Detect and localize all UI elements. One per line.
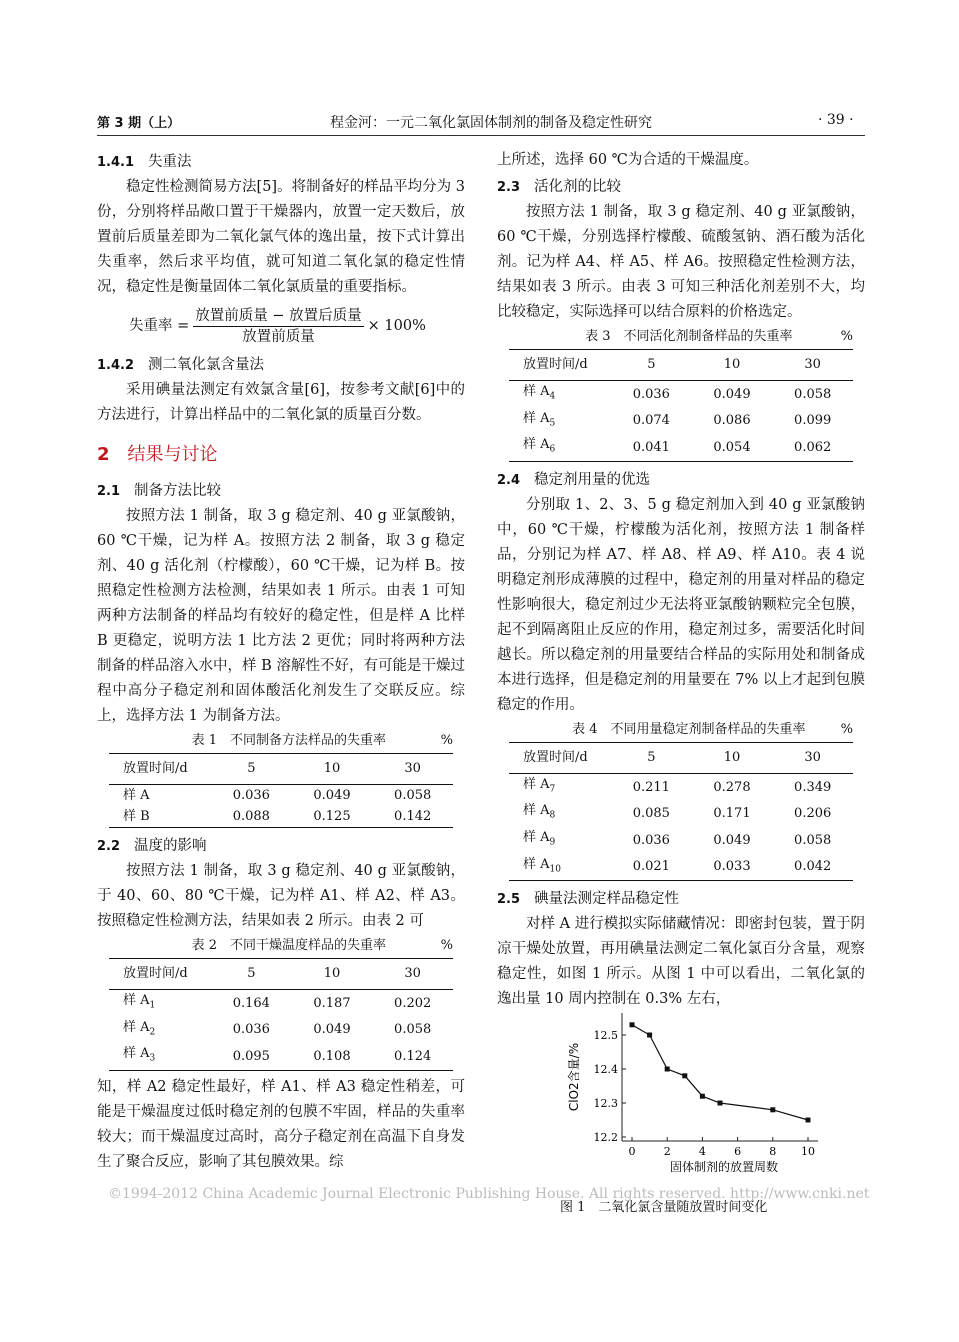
table-2: 放置时间/d 5 10 30 样 $A_1$ 0.164 0.187 0.202 样 $A_2$ 0.036 0.049 0.058 样 $A_3$ 0.095 0.108 0.124 [109,958,453,1071]
data-point [718,1101,723,1106]
table-row: 样 A 0.036 0.049 0.058 [123,788,432,803]
watermark: ©1994-2012 China Academic Journal Electronic Publishing House. All rights reserved. http://www.cnki.net [108,1186,870,1202]
section-1-4-1-heading: 1.4.1 失重法 [97,154,192,170]
section-2-2-heading: 2.2 温度的影响 [97,838,207,854]
section-2-1-heading: 2.1 制备方法比较 [97,483,222,499]
data-point [700,1094,705,1099]
table-1-caption: 表 1 不同制备方法样品的失重率 % [191,733,453,748]
data-point [770,1107,775,1112]
section-1-4-2-heading: 1.4.2 测二氧化氯含量法 [97,357,265,373]
table-row: 样 $A_3$ 0.095 0.108 0.124 [109,1043,453,1070]
weight-loss-formula: 失重率 = $\frac{\text{放置前质量 − 放置后质量}}{\text{放置前质量}}$ × 100% [129,308,426,345]
x-tick-label: 8 [769,1145,777,1158]
table-row: 样 $A_7$ 0.211 0.278 0.349 [523,776,832,795]
section-2-4-heading: 2.4 稳定剂用量的优选 [497,471,651,488]
table-row: 样 $A_4$ 0.036 0.049 0.058 [523,384,832,402]
section-2-3-text: 按照方法 1 制备，取 3 g 稳定剂、40 g 亚氯酸钠，60 ℃干燥，分别选择柠檬酸、硫酸氢钠、酒石酸为活化剂。记为样 A4、样 A5、样 A6。按照稳定性检测方法，结果如表 3 所示。由表 3 可知三种活化剂差别不大，均比较稳定，实际选择可以结合原料的价格选定。 [497,204,865,320]
data-point [806,1118,811,1123]
figure-1-chart [560,1005,830,1185]
table-row: 样 $A_8$ 0.085 0.171 0.206 [523,803,832,822]
table-row: 样 $A_5$ 0.074 0.086 0.099 [523,410,832,429]
table-row: 样 $A_2$ 0.036 0.049 0.058 [123,1019,432,1038]
section-2-5-text: 对样 A 进行模拟实际储藏情况：即密封包装，置于阴凉干燥处放置，再用碘量法测定二氧化氯百分含量，观察稳定性，如图 1 所示。从图 1 中可以看出，二氧化氯的逸出量 10 周内控制在 0.3% 左右， [497,916,865,1008]
section-2-4-text: 分别取 1、2、3、5 g 稳定剂加入到 40 g 亚氯酸钠中，60 ℃干燥，柠檬酸为活化剂，按照方法 1 制备样品，分别记为样 A7、样 A8、样 A9、样 A10。表 4 说明稳定剂形成薄膜的过程中，稳定剂的用量对样品的稳定性影响很大，稳定剂过少无法将亚氯酸钠颗粒完全包膜，起不到隔离阻止反应的作用，稳定剂过多，需要活化时间越长。所以稳定剂的用量要结合样品的实际用处和制备成本进行选择，但是稳定剂的用量要在 7% 以上才起到包膜稳定的作用。 [497,496,865,713]
table-3: 放置时间/d 5 10 30 样 $A_4$ 0.036 0.049 0.058 样 $A_5$ 0.074 0.086 0.099 样 $A_6$ 0.041 0.054 0.062 [509,349,853,462]
issue-label: 第 3 期（上） [97,116,181,131]
section-2-3-heading: 2.3 活化剂的比较 [497,179,622,195]
table-4-caption: 表 4 不同用量稳定剂制备样品的失重率 % [572,721,853,737]
y-tick-label: 12.4 [593,1063,618,1076]
table-row: 样 $A_6$ 0.041 0.054 0.062 [509,434,853,461]
data-point [682,1073,687,1078]
y-tick-label: 12.2 [593,1131,618,1144]
x-axis-label: 固体制剂的放置周数 [669,1160,779,1174]
y-tick-label: 12.3 [593,1097,618,1110]
section-2-2-text-cont: 知，样 A2 稳定性最好，样 A1、样 A3 稳定性稍差，可能是干燥温度过低时稳定剂的包膜不牢固，样品的失重率较大；而干燥温度过高时，高分子稳定剂在高温下自身发生了聚合反应，影响了其包膜效果。综 [97,1078,465,1170]
figure-1-caption: 图 1 二氧化氯含量随放置时间变化 [560,1200,768,1215]
x-tick-label: 2 [663,1145,671,1158]
header-rule [97,135,865,136]
data-point [647,1033,652,1038]
series-line [632,1025,808,1120]
section-1-4-1-text: 稳定性检测简易方法[5]。将制备好的样品平均分为 3 份，分别将样品敞口置于干燥器内，放置一定天数后，放置前后质量差即为二氧化氯气体的逸出量，按下式计算出失重率，然后求平均值，就可知道二氧化氯的稳定性情况，稳定性是衡量固体二氧化氯质量的重要指标。 [97,179,465,295]
section-2-2-text: 按照方法 1 制备，取 3 g 稳定剂、40 g 亚氯酸钠，于 40、60、80 ℃干燥，记为样 A1、样 A2、样 A3。按照稳定性检测方法，结果如表 2 所示。由表 2 可 [97,863,465,929]
section-2-1-text: 按照方法 1 制备，取 3 g 稳定剂、40 g 亚氯酸钠，60 ℃干燥，记为样 A。按照方法 2 制备，取 3 g 稳定剂、40 g 活化剂（柠檬酸），60 ℃干燥，记为样 B。按照稳定性检测方法检测，结果如表 1 所示。由表 1 可知两种方法制备的样品均有较好的稳定性，但是样 A 比样 B 更稳定，说明方法 1 比方法 2 更优；同时将两种方法制备的样品溶入水中，样 B 溶解性不好，有可能是干燥过程中高分子稳定剂和固体酸活化剂发生了交联反应。综上，选择方法 1 为制备方法。 [97,508,465,724]
left-column [97,148,465,1175]
y-axis-label: ClO2含量/% [567,1042,581,1112]
data-point [630,1022,635,1027]
table-row: 样 $A_1$ 0.164 0.187 0.202 [123,993,432,1011]
data-point [665,1067,670,1072]
section-1-4-2-text: 采用碘量法测定有效氯含量[6]，按参考文献[6]中的方法进行，计算出样品中的二氧化氯的质量百分数。 [97,382,465,423]
table-row: 样 B 0.088 0.125 0.142 [109,806,453,828]
table-3-caption: 表 3 不同活化剂制备样品的失重率 % [585,329,853,344]
right-column [497,148,865,1012]
y-tick-label: 12.5 [593,1029,618,1042]
table-1: 放置时间/d 5 10 30 样 A 0.036 0.049 0.058 样 B 0.088 0.125 0.142 [109,753,453,828]
table-4: 放置时间/d 5 10 30 样 $A_7$ 0.211 0.278 0.349 样 $A_8$ 0.085 0.171 0.206 样 $A_9$ 0.036 0.049 0.058 样 $A_{10}$ 0.021 0.033 0.042 [509,742,853,881]
table-2-caption: 表 2 不同干燥温度样品的失重率 % [191,938,453,953]
section-2-heading: 2 结果与讨论 [97,444,218,465]
x-tick-label: 6 [734,1145,742,1158]
x-tick-label: 4 [698,1145,706,1158]
page-number: · 39 · [818,112,854,128]
x-tick-label: 10 [801,1145,815,1158]
section-2-2-conclusion: 上所述，选择 60 ℃为合适的干燥温度。 [497,152,759,168]
section-2-5-heading: 2.5 碘量法测定样品稳定性 [497,891,680,908]
table-row: 样 $A_9$ 0.036 0.049 0.058 [523,829,832,848]
x-tick-label: 0 [628,1145,636,1158]
running-title: 程金河：一元二氧化氯固体制剂的制备及稳定性研究 [330,115,652,131]
table-row: 样 $A_{10}$ 0.021 0.033 0.042 [509,854,853,881]
